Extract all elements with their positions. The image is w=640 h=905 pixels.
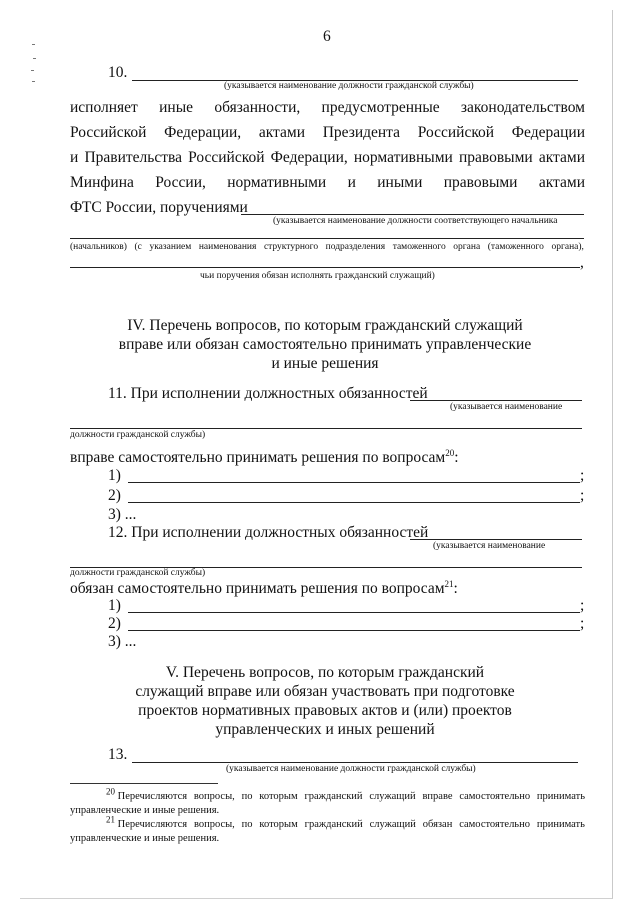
word: Президента <box>322 124 401 141</box>
item-11-sub-2-line <box>128 502 580 503</box>
word: актами <box>538 149 585 166</box>
word: подразделения <box>325 242 386 252</box>
word: иные <box>159 99 194 116</box>
semicolon: ; <box>580 615 585 632</box>
word: Федерации, <box>164 124 242 141</box>
section-5-heading <box>60 663 590 739</box>
footnote-21-marker: 21 <box>106 814 115 825</box>
word: (начальников) <box>70 242 127 252</box>
footnote-21-first-word <box>106 814 188 832</box>
footnote-21-line-2: управленческие и иные решения. <box>70 833 220 844</box>
item-11-blank-line <box>410 400 582 401</box>
word: самостоятельно <box>459 819 530 830</box>
item-11-sub-3: 3) ... <box>108 506 137 523</box>
word: служащий <box>369 819 416 830</box>
word: указанием <box>149 242 192 252</box>
word: нормативными <box>227 174 327 191</box>
word: органа <box>453 242 481 252</box>
item-10-text-line-4 <box>70 174 585 192</box>
item-10-caption-4: чьи поручения обязан исполнять гражданский служащий) <box>200 271 435 281</box>
item-10-text-line-2 <box>70 124 585 142</box>
word: актами <box>538 174 585 191</box>
item-13-caption: (указывается наименование должности гражданской службы) <box>226 764 476 774</box>
item-12-sub-3: 3) ... <box>108 633 137 650</box>
item-11-sub-1: 1) <box>108 467 121 484</box>
scan-mark <box>32 81 35 82</box>
heading-line: и иные решения <box>271 355 379 372</box>
footnote-21 <box>70 814 585 846</box>
item-11-sub-2: 2) <box>108 487 121 504</box>
word: Федерации, <box>270 149 348 166</box>
word: законодательством <box>460 99 585 116</box>
heading-line: вправе или обязан самостоятельно принимать управленческие <box>118 336 532 353</box>
footnote-20-line-1 <box>70 786 585 804</box>
word: служащий <box>369 791 416 802</box>
word: иными <box>377 174 423 191</box>
word: России, <box>155 174 206 191</box>
word: предусмотренные <box>321 99 440 116</box>
item-12-sub-1-line <box>128 612 580 613</box>
word: Минфина <box>70 174 134 191</box>
semicolon: ; <box>580 597 585 614</box>
word: (таможенного <box>487 242 544 252</box>
word: наименования <box>198 242 257 252</box>
word: правовыми <box>443 174 518 191</box>
word: Российской <box>417 124 495 141</box>
word: нормативными <box>353 149 453 166</box>
colon: : <box>453 580 458 597</box>
word: и <box>347 174 356 191</box>
item-10-blank-line-3 <box>70 238 584 239</box>
word: (с <box>134 242 142 252</box>
item-10-text-line-5: ФТС России, поручениями <box>70 199 248 216</box>
word: органа), <box>551 242 584 252</box>
item-10-blank-line-4 <box>70 267 580 268</box>
footnote-ref: 20 <box>445 447 455 458</box>
scan-mark <box>32 44 35 45</box>
scan-mark <box>33 58 36 59</box>
footnote-21-line-1 <box>70 814 585 832</box>
item-12-caption-b: должности гражданской службы) <box>70 568 206 578</box>
word: и <box>70 149 79 166</box>
item-11-sentence <box>70 449 459 467</box>
word: структурного <box>263 242 319 252</box>
heading-line: IV. Перечень вопросов, по которым гражданский служащий <box>127 317 523 334</box>
section-4-heading <box>60 316 590 373</box>
word: Федерации <box>511 124 585 141</box>
item-11-blank-line-2 <box>70 428 582 429</box>
footnote-20-line-2: управленческие и иные решения. <box>70 805 220 816</box>
footnote-20 <box>70 786 585 818</box>
heading-line: проектов нормативных правовых актов и (или) проектов <box>138 702 512 719</box>
item-13-blank-line <box>132 762 578 763</box>
item-10-text-line-1 <box>70 99 585 117</box>
word: которым <box>259 791 298 802</box>
word: актами <box>258 124 305 141</box>
page-number: 6 <box>323 28 331 45</box>
item-10-blank-line-2 <box>241 214 584 215</box>
word: принимать <box>536 791 585 802</box>
heading-line: V. Перечень вопросов, по которым гражданский <box>165 664 485 681</box>
item-12-sub-1: 1) <box>108 597 121 614</box>
item-12-sub-2: 2) <box>108 615 121 632</box>
item-10-comma: , <box>580 254 584 271</box>
item-11-lead: 11. При исполнении должностных обязанностей <box>108 385 428 402</box>
word: исполняет <box>70 99 138 116</box>
item-10-number: 10. <box>108 64 128 81</box>
word: самостоятельно <box>459 791 531 802</box>
word: гражданский <box>304 819 363 830</box>
item-11-sub-1-line <box>128 482 580 483</box>
item-12-lead: 12. При исполнении должностных обязанностей <box>108 524 429 541</box>
item-10-caption: (указывается наименование должности гражданской службы) <box>224 81 474 91</box>
item-12-caption-a: (указывается наименование <box>433 541 546 551</box>
word: таможенного <box>392 242 446 252</box>
item-12-blank-line <box>410 539 582 540</box>
semicolon: ; <box>580 487 585 504</box>
word: вопросы, <box>193 819 235 830</box>
sentence-text: обязан самостоятельно принимать решения по вопросам <box>70 580 445 597</box>
heading-line: управленческих и иных решений <box>215 721 435 738</box>
word: вопросы, <box>193 791 235 802</box>
footnote-ref: 21 <box>444 578 454 589</box>
word: принимать <box>536 819 585 830</box>
item-12-sub-2-line <box>128 630 580 631</box>
word: обязанности, <box>214 99 301 116</box>
item-10-caption-3 <box>70 242 584 252</box>
word: вправе <box>422 791 453 802</box>
item-11-caption-b: должности гражданской службы) <box>70 430 206 440</box>
word: по <box>241 791 253 802</box>
word: обязан <box>422 819 453 830</box>
item-11-caption-a: (указывается наименование <box>450 402 563 412</box>
word: гражданский <box>304 791 363 802</box>
word: Перечисляются <box>117 791 188 802</box>
word: Российской <box>70 124 147 141</box>
word: Правительства <box>84 149 182 166</box>
scan-mark <box>31 70 34 71</box>
footnote-separator <box>70 783 218 784</box>
item-13-number: 13. <box>108 746 128 763</box>
word: Российской <box>188 149 265 166</box>
item-10-text-line-3 <box>70 149 585 167</box>
heading-line: служащий вправе или обязан участвовать при подготовке <box>135 683 515 700</box>
sentence-text: вправе самостоятельно принимать решения по вопросам <box>70 449 446 466</box>
semicolon: ; <box>580 467 585 484</box>
item-10-caption-2: (указывается наименование должности соответствующего начальника <box>273 216 558 226</box>
word: правовыми <box>458 149 533 166</box>
item-12-sentence <box>70 580 458 598</box>
colon: : <box>454 449 459 466</box>
word: по <box>241 819 253 830</box>
word: которым <box>259 819 298 830</box>
footnote-20-marker: 20 <box>106 786 115 797</box>
word: Перечисляются <box>117 819 188 830</box>
footnote-20-first-word <box>106 786 188 804</box>
